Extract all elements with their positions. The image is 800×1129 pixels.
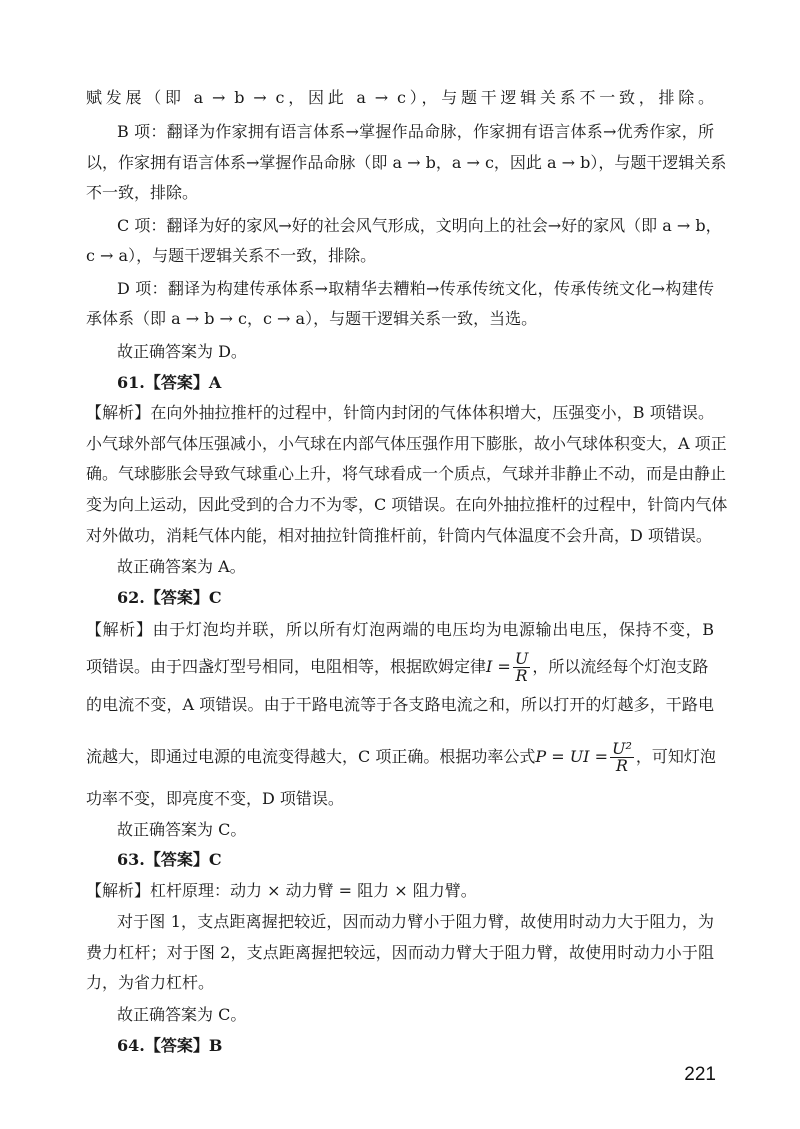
text-segment: ，可知灯泡	[635, 747, 716, 766]
text-line: D 项：翻译为构建传承体系→取精华去糟粕→传承传统文化，传承传统文化→构建传	[117, 279, 714, 298]
answer-heading: 63.【答案】C	[117, 850, 222, 869]
ohm-formula	[513, 651, 530, 684]
text-line: 小气球外部气体压强减小，小气球在内部气体压强作用下膨胀，故小气球体积变大，A 项正	[86, 434, 727, 453]
text-line: 故正确答案为 D。	[117, 342, 247, 361]
text-line: 对于图 1，支点距离握把较近，因而动力臂小于阻力臂，故使用时动力大于阻力，为	[117, 912, 714, 931]
text-line: 故正确答案为 C。	[117, 820, 247, 839]
text-line: 确。气球膨胀会导致气球重心上升，将气球看成一个质点，气球并非静止不动，而是由静止	[86, 464, 727, 483]
text-line: 故正确答案为 C。	[117, 1005, 247, 1024]
page-number: 221	[684, 1064, 716, 1085]
text-line: 的电流不变，A 项错误。由于干路电流等于各支路电流之和，所以打开的灯越多，干路电	[86, 695, 714, 714]
text-segment: 项错误。由于四盏灯型号相同，电阻相等，根据欧姆定律	[86, 657, 487, 676]
text-line: 费力杠杆；对于图 2，支点距离握把较远，因而动力臂大于阻力臂，故使用时动力小于阻	[86, 943, 714, 962]
answer-heading: 64.【答案】B	[117, 1036, 223, 1055]
text-line: 承体系（即 a → b → c，c → a），与题干逻辑关系一致，当选。	[86, 309, 538, 328]
answer-heading: 62.【答案】C	[117, 588, 222, 607]
text-line: 【解析】由于灯泡均并联，所以所有灯泡两端的电压均为电源输出电压，保持不变，B	[86, 620, 714, 639]
text-line: 变为向上运动，因此受到的合力不为零，C 项错误。在向外抽拉推杆的过程中，针筒内气体	[86, 495, 728, 514]
text-segment: ，所以流经每个灯泡支路	[532, 657, 709, 676]
text-line: 故正确答案为 A。	[117, 557, 246, 576]
text-line: 对外做功，消耗气体内能，相对抽拉针筒推杆前，针筒内气体温度不会升高，D 项错误。	[86, 526, 712, 545]
text-line: 【解析】杠杆原理：动力 × 动力臂 = 阻力 × 阻力臂。	[86, 881, 477, 900]
formula-lhs: I =	[486, 657, 511, 676]
formula-numerator: U²	[611, 739, 632, 758]
text-line: B 项：翻译为作家拥有语言体系→掌握作品命脉，作家拥有语言体系→优秀作家，所	[117, 122, 714, 141]
text-line-with-formula	[86, 650, 708, 684]
answer-heading: 61.【答案】A	[117, 373, 222, 392]
text-line: 功率不变，即亮度不变，D 项错误。	[86, 789, 344, 808]
text-line: 不一致，排除。	[86, 183, 199, 202]
formula-numerator: U	[514, 649, 529, 668]
text-segment: 流越大，即通过电源的电流变得越大，C 项正确。根据功率公式	[86, 747, 536, 766]
text-line: c → a），与题干逻辑关系不一致，排除。	[86, 246, 377, 265]
text-line: 以，作家拥有语言体系→掌握作品命脉（即 a → b，a → c，因此 a → b），与题干逻辑关系	[86, 153, 727, 172]
formula-lhs: P = UI =	[535, 747, 608, 766]
text-line: 赋发展（即 a → b → c，因此 a → c），与题干逻辑关系不一致，排除。	[86, 88, 714, 107]
formula-denominator: R	[515, 666, 528, 685]
formula-denominator: R	[615, 756, 628, 775]
text-line: C 项：翻译为好的家风→好的社会风气形成，文明向上的社会→好的家风（即 a → b，	[117, 216, 722, 235]
text-line-with-formula	[86, 738, 716, 776]
power-formula	[610, 741, 634, 774]
text-line: 【解析】在向外抽拉推杆的过程中，针筒内封闭的气体体积增大，压强变小，B 项错误。	[86, 403, 714, 422]
text-line: 力，为省力杠杆。	[86, 973, 215, 992]
